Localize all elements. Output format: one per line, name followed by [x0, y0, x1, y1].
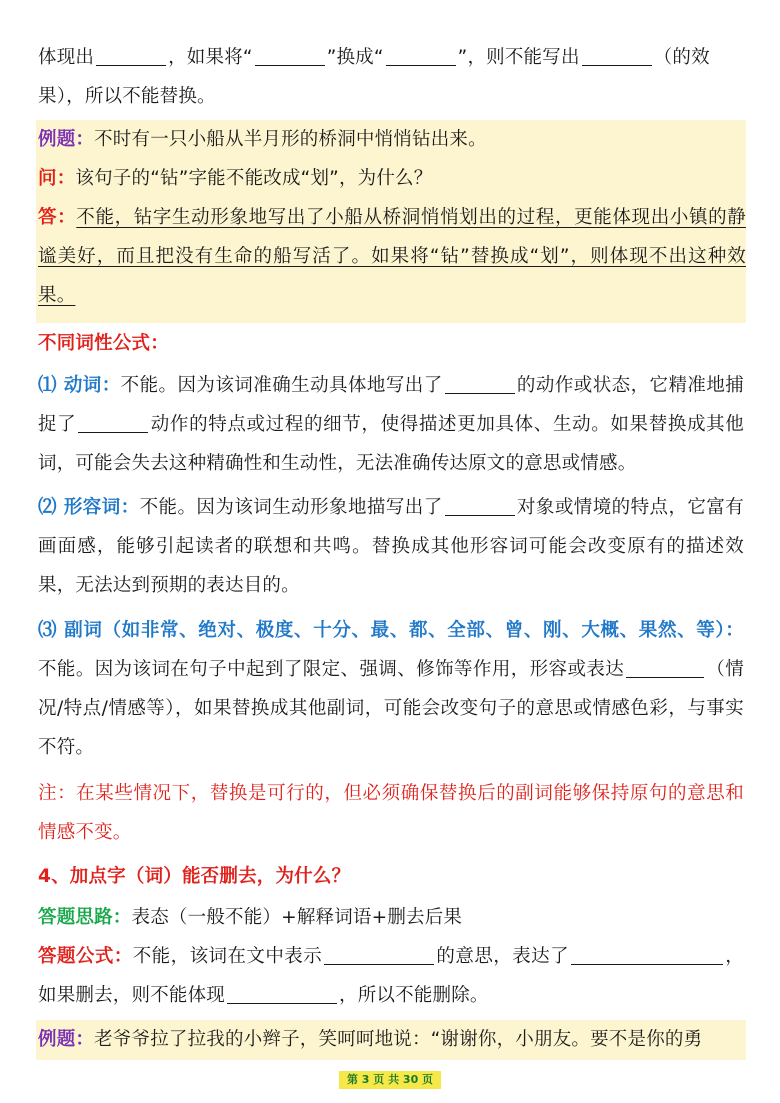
- example-text: 不时有一只小船从半月形的桥洞中悄悄钻出来。: [94, 129, 487, 150]
- example2-block: [36, 1020, 746, 1060]
- blank-3: [386, 64, 456, 66]
- section4-block: [38, 857, 744, 1015]
- answer-text: 不能，钻字生动形象地写出了小船从桥洞悄悄划出的过程，更能体现出小镇的静谧美好，而且把没有生命的船写活了。如果将“钻”替换成“划”，则体现不出这种效果。: [38, 207, 746, 306]
- formula-label: 答题公式：: [38, 946, 133, 967]
- formula-blank-3: [227, 1002, 337, 1004]
- answer-label: 答：: [38, 207, 77, 228]
- section4-heading: 4、加点字（词）能否删去，为什么？: [38, 866, 351, 887]
- example2-text: 老爷爷拉了拉我的小辫子，笑呵呵地说：“谢谢你，小朋友。要不是你的勇: [94, 1029, 703, 1050]
- idea-line: [38, 898, 744, 937]
- blank-2: [255, 64, 325, 66]
- adverb-paragraph: ⑶ 副词（如非常、绝对、极度、十分、最、都、全部、曾、刚、大概、果然、等）：不能。因为该词在句子中起到了限定、强调、修饰等作用，形容或表达 （情况/特点/情感等），如果替换成其他副词，可能会改变句子的意思或情感色彩，与事实不符。: [38, 620, 745, 758]
- formula-line: 答题公式：不能，该词在文中表示 的意思，表达了 ，如果删去，则不能体现 ，所以不能删除。: [38, 946, 744, 1006]
- adjective-label: ⑵ 形容词：: [38, 497, 140, 518]
- page-number: 第 3 页 共 30 页: [339, 1071, 441, 1089]
- verb-blank-1: [445, 392, 515, 394]
- formula-blank-1: [324, 963, 434, 965]
- verb-blank-2: [78, 431, 148, 433]
- answer-line: [38, 198, 746, 315]
- formula-heading-block: [38, 324, 744, 363]
- example-block: [36, 120, 746, 323]
- blank-4: [582, 64, 652, 66]
- adjective-paragraph: ⑵ 形容词：不能。因为该词生动形象地描写出了 对象或情境的特点，它富有画面感，能够引起读者的联想和共鸣。替换成其他形容词可能会改变原有的描述效果，无法达到预期的表达目的。: [38, 497, 744, 596]
- intro-line-2: 果），所以不能替换。: [38, 86, 216, 107]
- adverb-blank: [626, 676, 704, 678]
- example-line: [38, 120, 746, 159]
- idea-label: 答题思路：: [38, 907, 132, 928]
- example2-label: 例题：: [38, 1029, 95, 1050]
- question-label: 问：: [38, 168, 76, 189]
- intro-paragraph: [38, 38, 744, 116]
- note-text: 注：在某些情况下，替换是可行的，但必须确保替换后的副词能够保持原句的意思和情感不变。: [38, 783, 744, 843]
- page-footer: [0, 1068, 780, 1089]
- question-text: 该句子的“钻”字能不能改成“划”，为什么？: [75, 168, 433, 189]
- idea-text: 表态（一般不能）+解释词语+删去后果: [131, 907, 463, 928]
- formula-heading: 不同词性公式：: [38, 333, 169, 354]
- adjective-blank: [445, 514, 515, 516]
- question-line: [38, 159, 746, 198]
- intro-line-1: 体现出 ，如果将“ ”换成“ ”，则不能写出 （的效: [38, 47, 710, 68]
- verb-label: ⑴ 动词：: [38, 375, 121, 396]
- formula-blank-2: [571, 963, 723, 965]
- note-paragraph: [38, 774, 744, 852]
- adverb-label: ⑶ 副词（如非常、绝对、极度、十分、最、都、全部、曾、刚、大概、果然、等）：: [38, 620, 744, 641]
- example-label: 例题：: [38, 129, 95, 150]
- verb-paragraph: ⑴ 动词：不能。因为该词准确生动具体地写出了 的动作或状态，它精准地捕捉了 动作的特点或过程的细节，使得描述更加具体、生动。如果替换成其他词，可能会失去这种精确性和生动性，无法准确传达原文的意思或情感。: [38, 375, 745, 474]
- blank-1: [96, 64, 166, 66]
